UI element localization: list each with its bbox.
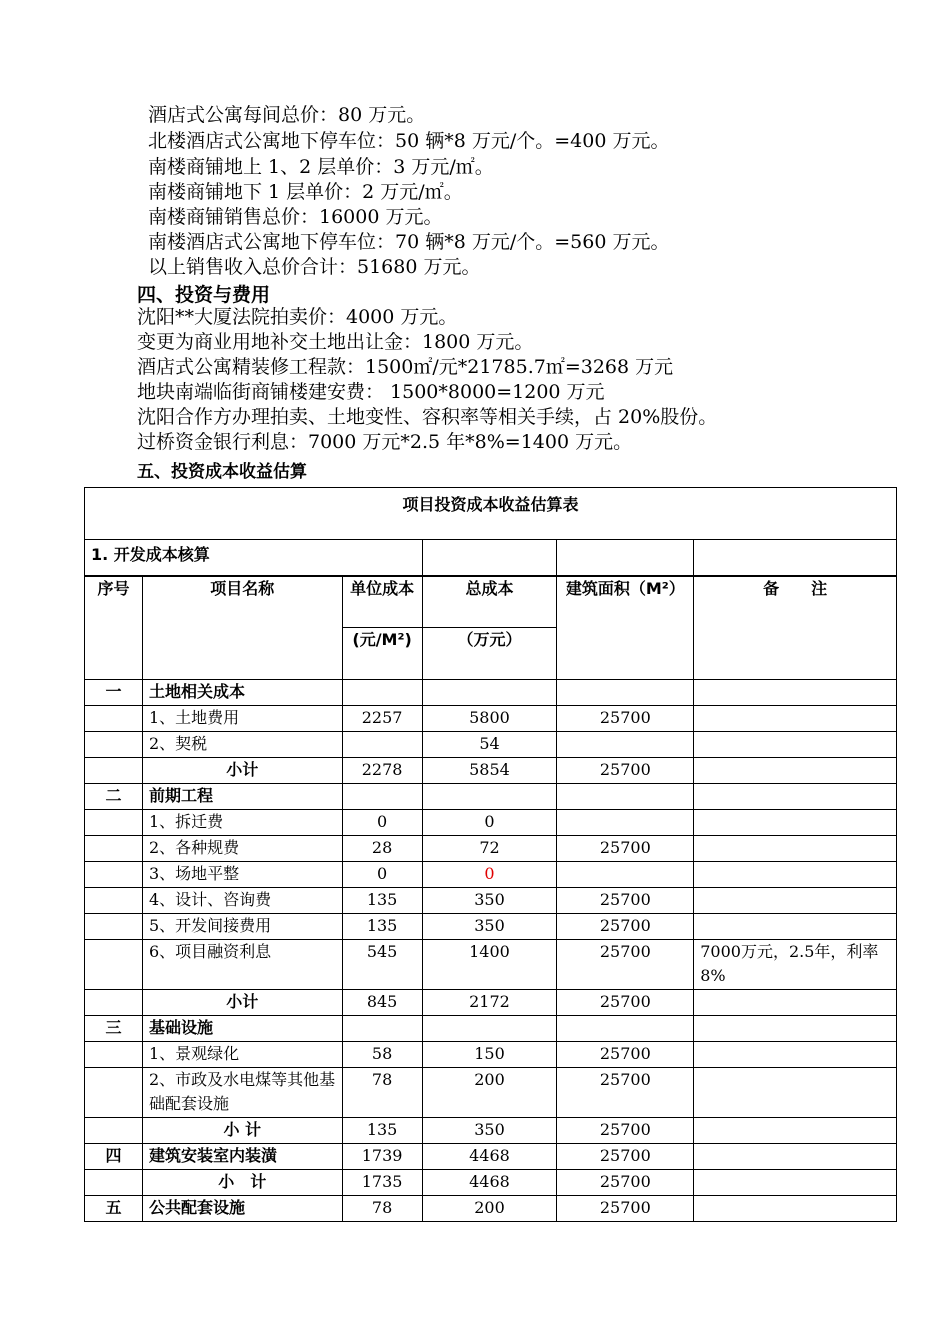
investment-line-5: 沈阳合作方办理拍卖、土地变性、容积率等相关手续，占 20%股份。 [137,406,718,428]
cell-total-cost: 350 [422,914,557,940]
cell-seq [85,836,143,862]
cell-unit-cost: 135 [342,914,422,940]
cell-name: 2、各种规费 [142,836,342,862]
table-row [85,680,897,706]
table-row [85,706,897,732]
table-row [85,758,897,784]
table-row [85,888,897,914]
cell-area: 25700 [557,1118,694,1144]
sales-line-3: 南楼商铺地上 1、2 层单价：3 万元/㎡。 [148,156,494,178]
cell-area: 25700 [557,1068,694,1118]
table-row [85,862,897,888]
section5-title: 五、投资成本收益估算 [137,462,307,482]
cell-area: 25700 [557,706,694,732]
header-name: 项目名称 [142,576,342,680]
cell-area: 25700 [557,1196,694,1222]
table-row [85,1042,897,1068]
cell-name: 小计 [142,758,342,784]
cell-seq [85,732,143,758]
empty-cell [694,540,897,576]
cell-note [694,706,897,732]
investment-line-2: 变更为商业用地补交土地出让金：1800 万元。 [137,331,534,353]
cell-unit-cost: 78 [342,1196,422,1222]
table-row [85,1118,897,1144]
cell-total-cost: 200 [422,1068,557,1118]
sales-line-1: 酒店式公寓每间总价：80 万元。 [148,104,426,126]
cell-total-cost: 72 [422,836,557,862]
cell-area: 25700 [557,1042,694,1068]
cell-name: 小计 [142,990,342,1016]
cell-total-cost [422,680,557,706]
cell-name: 3、场地平整 [142,862,342,888]
cell-note [694,914,897,940]
cell-note [694,758,897,784]
cell-area: 25700 [557,758,694,784]
header-seq: 序号 [85,576,143,680]
cell-unit-cost: 0 [342,810,422,836]
cell-seq [85,1170,143,1196]
cell-seq: 二 [85,784,143,810]
cell-total-cost: 1400 [422,940,557,990]
cell-note [694,862,897,888]
cell-total-cost: 4468 [422,1170,557,1196]
cell-unit-cost: 545 [342,940,422,990]
table-row [85,1144,897,1170]
investment-line-1: 沈阳**大厦法院拍卖价：4000 万元。 [137,306,458,328]
section4-title: 四、投资与费用 [137,284,271,306]
investment-line-6: 过桥资金银行利息：7000 万元*2.5 年*8%=1400 万元。 [137,431,633,453]
table-header-row [85,576,897,628]
header-note: 备 注 [694,576,897,680]
cell-total-cost: 350 [422,1118,557,1144]
empty-cell [557,540,694,576]
cell-unit-cost: 28 [342,836,422,862]
header-total-cost: 总成本 [422,576,557,628]
cell-note [694,1118,897,1144]
cell-note [694,732,897,758]
cell-area: 25700 [557,914,694,940]
cell-seq [85,810,143,836]
cost-estimate-table [84,487,897,1222]
cell-seq [85,990,143,1016]
cell-name: 5、开发间接费用 [142,914,342,940]
table-row [85,1196,897,1222]
cell-seq [85,1042,143,1068]
header-area: 建筑面积（M²） [557,576,694,680]
cell-total-cost: 0 [422,810,557,836]
cell-unit-cost: 845 [342,990,422,1016]
cell-total-cost: 54 [422,732,557,758]
cell-area: 25700 [557,990,694,1016]
cell-area: 25700 [557,940,694,990]
cell-name: 公共配套设施 [142,1196,342,1222]
cell-unit-cost: 0 [342,862,422,888]
cell-unit-cost: 1739 [342,1144,422,1170]
cell-name: 土地相关成本 [142,680,342,706]
cell-total-cost: 5854 [422,758,557,784]
cell-seq: 一 [85,680,143,706]
table-subtitle: 1. 开发成本核算 [85,540,423,576]
cell-total-cost [422,1016,557,1042]
cell-unit-cost [342,1016,422,1042]
table-title: 项目投资成本收益估算表 [85,488,897,540]
cell-unit-cost: 58 [342,1042,422,1068]
cell-name: 4、设计、咨询费 [142,888,342,914]
table-row [85,914,897,940]
cell-seq: 四 [85,1144,143,1170]
table-row [85,810,897,836]
cell-area [557,784,694,810]
cell-area: 25700 [557,888,694,914]
cell-area [557,1016,694,1042]
cell-seq [85,1068,143,1118]
sales-line-7: 以上销售收入总价合计：51680 万元。 [148,256,481,278]
cell-note [694,1196,897,1222]
cell-note [694,1068,897,1118]
cell-area: 25700 [557,836,694,862]
table-row [85,836,897,862]
investment-line-4: 地块南端临街商铺楼建安费： 1500*8000=1200 万元 [137,381,605,403]
cell-name: 2、契税 [142,732,342,758]
cell-name: 2、市政及水电煤等其他基础配套设施 [142,1068,342,1118]
cell-name: 1、土地费用 [142,706,342,732]
header-unit-cost: 单位成本 [342,576,422,628]
cell-area [557,680,694,706]
cell-unit-cost: 135 [342,888,422,914]
cell-total-cost: 200 [422,1196,557,1222]
cell-seq [85,914,143,940]
cell-seq [85,888,143,914]
cell-area: 25700 [557,1144,694,1170]
investment-line-3: 酒店式公寓精装修工程款：1500㎡/元*21785.7㎡=3268 万元 [137,356,674,378]
cell-note [694,680,897,706]
sales-line-5: 南楼商铺销售总价：16000 万元。 [148,206,443,228]
table-row [85,784,897,810]
table-row [85,940,897,990]
table-title-row [85,488,897,540]
cell-area [557,732,694,758]
cell-total-cost [422,784,557,810]
cell-total-cost: 5800 [422,706,557,732]
cell-area [557,810,694,836]
cell-name: 基础设施 [142,1016,342,1042]
cell-name: 1、拆迁费 [142,810,342,836]
cell-seq [85,758,143,784]
cell-area: 25700 [557,1170,694,1196]
cell-unit-cost [342,732,422,758]
cell-note: 7000万元，2.5年，利率8% [694,940,897,990]
cell-total-cost: 2172 [422,990,557,1016]
header-unit-cost-unit: (元/M²) [342,628,422,680]
cell-note [694,1144,897,1170]
cell-note [694,784,897,810]
table-row [85,1068,897,1118]
cell-note [694,1170,897,1196]
cell-name: 1、景观绿化 [142,1042,342,1068]
table-row [85,1016,897,1042]
cell-seq [85,862,143,888]
table-row [85,990,897,1016]
cell-note [694,990,897,1016]
cell-seq: 五 [85,1196,143,1222]
cell-note [694,1042,897,1068]
cell-seq [85,1118,143,1144]
sales-line-6: 南楼酒店式公寓地下停车位：70 辆*8 万元/个。=560 万元。 [148,231,670,253]
cell-unit-cost: 78 [342,1068,422,1118]
cell-note [694,836,897,862]
cell-note [694,810,897,836]
table-subtitle-row [85,540,897,576]
table-row [85,732,897,758]
header-total-cost-unit: （万元） [422,628,557,680]
sales-line-4: 南楼商铺地下 1 层单价：2 万元/㎡。 [148,181,463,203]
cell-seq [85,706,143,732]
empty-cell [422,540,557,576]
cell-unit-cost: 135 [342,1118,422,1144]
cell-name: 建筑安装室内装潢 [142,1144,342,1170]
cell-note [694,1016,897,1042]
cell-name: 6、项目融资利息 [142,940,342,990]
cell-seq [85,940,143,990]
table-row [85,1170,897,1196]
cell-total-cost: 4468 [422,1144,557,1170]
cell-area [557,862,694,888]
cell-unit-cost: 2257 [342,706,422,732]
cell-unit-cost [342,680,422,706]
sales-line-2: 北楼酒店式公寓地下停车位：50 辆*8 万元/个。=400 万元。 [148,130,670,152]
cell-unit-cost [342,784,422,810]
cell-total-cost: 150 [422,1042,557,1068]
cell-unit-cost: 2278 [342,758,422,784]
cell-total-cost: 0 [422,862,557,888]
cell-name: 小 计 [142,1170,342,1196]
cell-note [694,888,897,914]
cost-rows [85,680,897,1222]
cell-unit-cost: 1735 [342,1170,422,1196]
cell-total-cost: 350 [422,888,557,914]
cell-name: 小 计 [142,1118,342,1144]
cell-seq: 三 [85,1016,143,1042]
cell-name: 前期工程 [142,784,342,810]
